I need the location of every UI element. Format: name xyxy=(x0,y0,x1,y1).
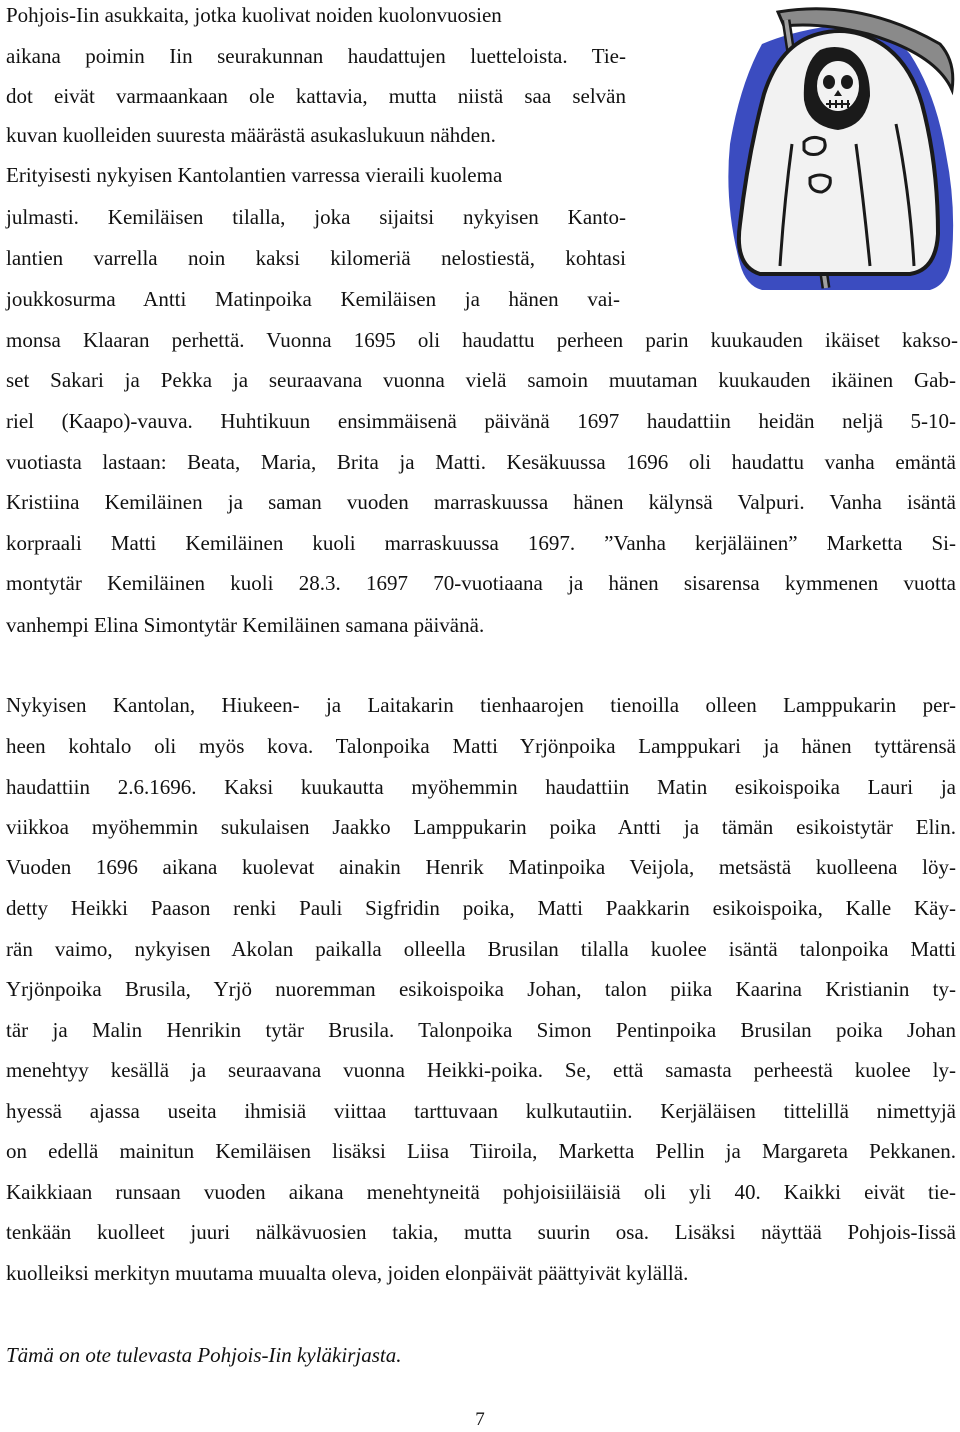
text-line: heen kohtalo oli myös kova. Talonpoika Matti Yrjönpoika Lamppukari ja hänen tyttärensä xyxy=(6,734,956,758)
text-line: aikana poimin Iin seurakunnan haudattujen luetteloista. Tie- xyxy=(6,44,626,68)
text-line: menehtyy kesällä ja seuraavana vuonna Heikki-poika. Se, että samasta perheestä kuolee ly- xyxy=(6,1058,956,1082)
text-line: joukkosurma Antti Matinpoika Kemiläisen ja hänen vai- xyxy=(6,287,620,311)
text-line: Nykyisen Kantolan, Hiukeen- ja Laitakarin tienhaarojen tienoilla olleen Lamppukarin per- xyxy=(6,693,956,717)
text-line: Kaikkiaan runsaan vuoden aikana menehtyneitä pohjoisiiläisiä oli yli 40. Kaikki eivät tie- xyxy=(6,1180,956,1204)
footnote: Tämä on ote tulevasta Pohjois-Iin kyläkirjasta. xyxy=(6,1343,402,1367)
text-line: rän vaimo, nykyisen Akolan paikalla olleella Brusilan tilalla kuolee isäntä talonpoika Matti xyxy=(6,937,956,961)
text-line: dot eivät varmaankaan ole kattavia, mutta niistä saa selvän xyxy=(6,84,626,108)
text-line: montytär Kemiläinen kuoli 28.3. 1697 70-vuotiaana ja hänen sisarensa kymmenen vuotta xyxy=(6,571,956,595)
text-line: vanhempi Elina Simontytär Kemiläinen samana päivänä. xyxy=(6,613,485,637)
text-line: Yrjönpoika Brusila, Yrjö nuoremman esikoispoika Johan, talon piika Kaarina Kristianin ty- xyxy=(6,977,956,1001)
text-line: on edellä mainitun Kemiläisen lisäksi Liisa Tiiroila, Marketta Pellin ja Margareta Pekkanen. xyxy=(6,1139,956,1163)
grim-reaper-illustration xyxy=(700,4,958,294)
text-line: riel (Kaapo)-vauva. Huhtikuun ensimmäisenä päivänä 1697 haudattiin heidän neljä 5-10- xyxy=(6,409,956,433)
text-line: lantien varrella noin kaksi kilomeriä nelostiestä, kohtasi xyxy=(6,246,626,270)
text-line: haudattiin 2.6.1696. Kaksi kuukautta myöhemmin haudattiin Matin esikoispoika Lauri ja xyxy=(6,775,956,799)
text-line: tenkään kuolleet juuri nälkävuosien takia, mutta suurin osa. Lisäksi näyttää Pohjois-Iissä xyxy=(6,1220,956,1244)
text-line: julmasti. Kemiläisen tilalla, joka sijaitsi nykyisen Kanto- xyxy=(6,205,626,229)
text-line: Erityisesti nykyisen Kantolantien varressa vieraili kuolema xyxy=(6,163,503,187)
text-line: vuotiasta lastaan: Beata, Maria, Brita ja Matti. Kesäkuussa 1696 oli haudattu vanha emäntä xyxy=(6,450,956,474)
text-line: korpraali Matti Kemiläinen kuoli marraskuussa 1697. ”Vanha kerjäläinen” Marketta Si- xyxy=(6,531,956,555)
text-line: detty Heikki Paason renki Pauli Sigfridin poika, Matti Paakkarin esikoispoika, Kalle Käy- xyxy=(6,896,956,920)
page-number: 7 xyxy=(475,1409,485,1430)
text-line: kuolleiksi merkityn muutama muualta oleva, joiden elonpäivät päättyivät kylällä. xyxy=(6,1261,689,1285)
text-line: hyessä ajassa useita ihmisiä viittaa tarttuvaan kulkutautiin. Kerjäläisen tittelillä nimettyjä xyxy=(6,1099,956,1123)
text-line: set Sakari ja Pekka ja seuraavana vuonna vielä samoin muutaman kuukauden ikäinen Gab- xyxy=(6,368,956,392)
text-line: kuvan kuolleiden suuresta määrästä asukaslukuun nähden. xyxy=(6,123,496,147)
text-line: Pohjois-Iin asukkaita, jotka kuolivat noiden kuolonvuosien xyxy=(6,3,502,27)
text-line: Vuoden 1696 aikana kuolevat ainakin Henrik Matinpoika Veijola, metsästä kuolleena löy- xyxy=(6,855,956,879)
text-line: tär ja Malin Henrikin tytär Brusila. Talonpoika Simon Pentinpoika Brusilan poika Johan xyxy=(6,1018,956,1042)
text-line: Kristiina Kemiläinen ja saman vuoden marraskuussa hänen kälynsä Valpuri. Vanha isäntä xyxy=(6,490,956,514)
text-line: viikkoa myöhemmin sukulaisen Jaakko Lamppukarin poika Antti ja tämän esikoistytär Elin. xyxy=(6,815,956,839)
text-line: monsa Klaaran perhettä. Vuonna 1695 oli haudattu perheen parin kuukauden ikäiset kakso- xyxy=(6,328,958,352)
